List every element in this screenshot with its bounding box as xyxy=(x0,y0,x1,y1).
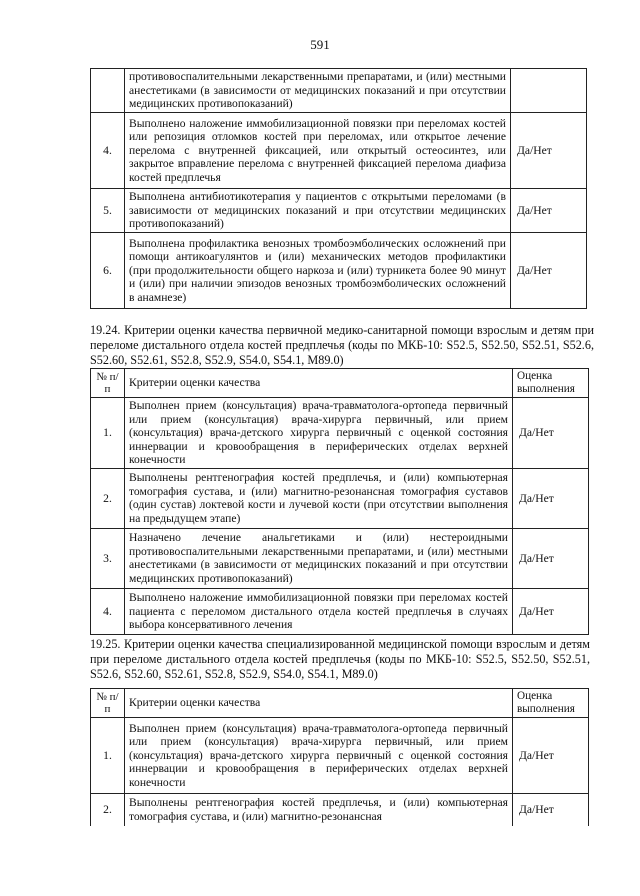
criterion-text: Выполнена профилактика венозных тромбоэмболических осложнений при помощи антикоагулянтов и (или) механических методов профилактики (при продолжительности общего наркоза и (или) турникета более 90 минут и (или) при наличии эпизодов венозных тромбоэмболических осложнений в анамнезе) xyxy=(125,233,511,309)
criterion-text: Выполнен прием (консультация) врача-травматолога-ортопеда первичный или прием (консультация) врача-хирурга первичный, или прием (консультация) врача-детского хирурга первичный с оценкой состояния иннервации и кровообращения в периферических отделах верхней конечности xyxy=(125,398,513,469)
table-row xyxy=(91,528,589,588)
row-number: 2. xyxy=(91,794,125,826)
table-row xyxy=(91,189,587,233)
table-row xyxy=(91,113,587,189)
row-number: 2. xyxy=(91,468,125,528)
criterion-text: Выполнено наложение иммобилизационной повязки при переломах костей или репозиция отломков костей при переломах, или открытое лечение перелома с внутренней фиксацией, или открытый остеосинтез, или закрытое вправление перелома с внутренней фиксацией перелома диафиза костей предплечья xyxy=(125,113,511,189)
section-heading-19-24: 19.24. Критерии оценки качества первичной медико-санитарной помощи взрослым и детям при переломе дистального отдела костей предплечья (коды по МКБ-10: S52.5, S52.50, S52.51, S52.6, S52.60, S52.61, S52.8, S52.9, S54.0, S54.1, M89.0) xyxy=(90,323,594,368)
table-row xyxy=(91,398,589,469)
page-number: 591 xyxy=(310,37,330,52)
criterion-result: Да/Нет xyxy=(513,398,589,469)
row-number: 3. xyxy=(91,528,125,588)
table-row xyxy=(91,233,587,309)
criterion-result: Да/Нет xyxy=(511,113,587,189)
criteria-table-continued xyxy=(90,68,587,309)
row-number: 6. xyxy=(91,233,125,309)
row-number: 1. xyxy=(91,718,125,794)
criterion-result: Да/Нет xyxy=(511,189,587,233)
criterion-text: Выполнен прием (консультация) врача-травматолога-ортопеда первичный или прием (консультация) врача-хирурга первичный, или прием (консультация) врача-детского хирурга первичный с оценкой состояния иннервации и кровообращения в периферических отделах верхней конечности xyxy=(125,718,513,794)
header-criteria: Критерии оценки качества xyxy=(125,369,513,398)
criterion-text: противовоспалительными лекарственными препаратами, и (или) местными анестетиками (в зависимости от медицинских показаний и при отсутствии медицинских противопоказаний) xyxy=(125,69,511,113)
criterion-text: Назначено лечение анальгетиками и (или) нестероидными противовоспалительными лекарственными препаратами, и (или) местными анестетиками (в зависимости от медицинских показаний и при отсутствии медицинских противопоказаний) xyxy=(125,528,513,588)
table-row xyxy=(91,69,587,113)
row-number: 1. xyxy=(91,398,125,469)
criterion-result: Да/Нет xyxy=(513,588,589,634)
table-row xyxy=(91,588,589,634)
table-row xyxy=(91,468,589,528)
header-number: № п/п xyxy=(91,369,125,398)
table-row xyxy=(91,794,589,826)
section-heading-19-25: 19.25. Критерии оценки качества специализированной медицинской помощи взрослым и детям при переломе дистального отдела костей предплечья (коды по МКБ-10: S52.5, S52.50, S52.51, S52.6, S52.60, S52.61, S52.8, S52.9, S54.0, S54.1, M89.0) xyxy=(90,637,590,682)
criterion-result: Да/Нет xyxy=(513,718,589,794)
criterion-text: Выполнены рентгенография костей предплечья, и (или) компьютерная томография сустава, и (или) магнитно-резонансная xyxy=(125,794,513,826)
criterion-text: Выполнена антибиотикотерапия у пациентов с открытыми переломами (в зависимости от медицинских показаний и при отсутствии медицинских противопоказаний) xyxy=(125,189,511,233)
header-criteria: Критерии оценки качества xyxy=(125,689,513,718)
header-number: № п/п xyxy=(91,689,125,718)
criteria-table-19-25 xyxy=(90,688,589,826)
criterion-result: Да/Нет xyxy=(511,233,587,309)
criterion-result: Да/Нет xyxy=(513,794,589,826)
criterion-result: Да/Нет xyxy=(513,528,589,588)
row-number: 4. xyxy=(91,113,125,189)
criterion-result: Да/Нет xyxy=(513,468,589,528)
header-result: Оценка выполнения xyxy=(513,689,589,718)
table-header-row xyxy=(91,689,589,718)
row-number: 5. xyxy=(91,189,125,233)
row-number xyxy=(91,69,125,113)
criterion-text: Выполнены рентгенография костей предплечья, и (или) компьютерная томография сустава, и (или) магнитно-резонансная томография суставов (один сустав) локтевой кости и лучевой кости (при отсутствии выполнения на предыдущем этапе) xyxy=(125,468,513,528)
row-number: 4. xyxy=(91,588,125,634)
criterion-text: Выполнено наложение иммобилизационной повязки при переломах костей пациента с переломом дистального отдела костей предплечья в случаях выбора консервативного лечения xyxy=(125,588,513,634)
table-header-row xyxy=(91,369,589,398)
criteria-table-19-24 xyxy=(90,368,589,635)
criterion-result xyxy=(511,69,587,113)
header-result: Оценка выполнения xyxy=(513,369,589,398)
table-row xyxy=(91,718,589,794)
